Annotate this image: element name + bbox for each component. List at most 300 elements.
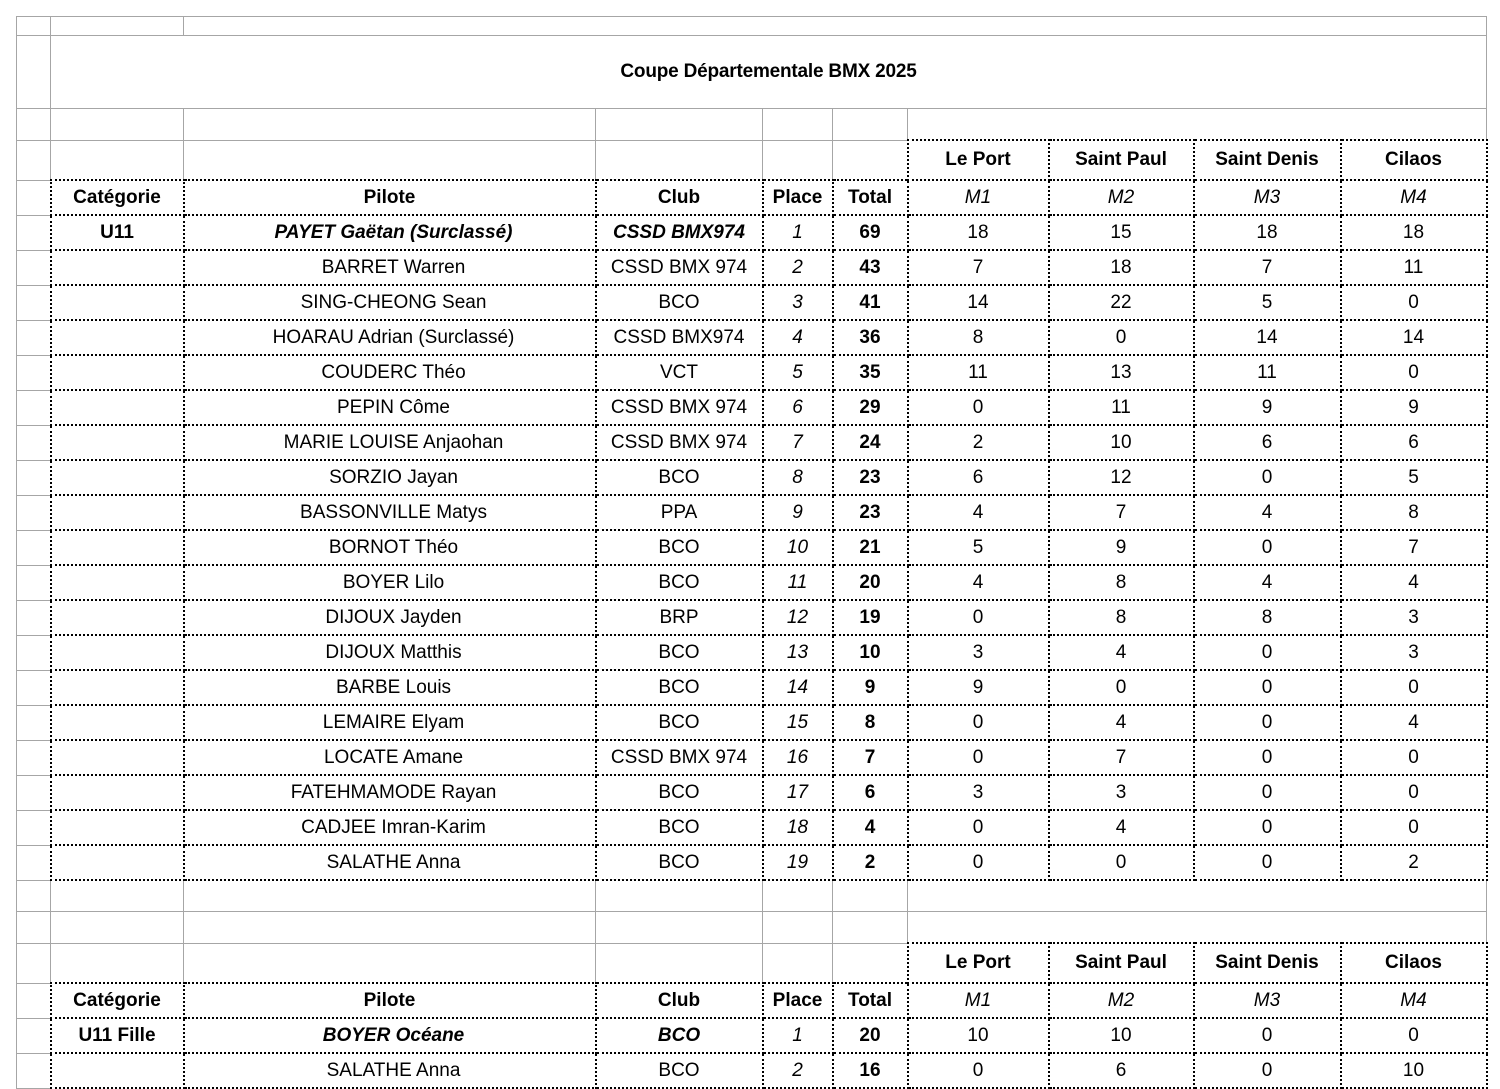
gutter-cell — [17, 1053, 51, 1088]
empty-cell — [763, 943, 833, 983]
cell-total: 19 — [833, 600, 908, 635]
cell-round-4: 0 — [1341, 1018, 1487, 1053]
cell-round-3: 0 — [1194, 810, 1341, 845]
cell-place: 19 — [763, 845, 833, 880]
cell-round-4: 2 — [1341, 845, 1487, 880]
cell-round-1: 4 — [908, 565, 1049, 600]
cell-pilote: BARRET Warren — [184, 250, 596, 285]
cell-total: 23 — [833, 495, 908, 530]
cell-place: 18 — [763, 810, 833, 845]
gutter-cell — [17, 285, 51, 320]
cell-round-1: 14 — [908, 285, 1049, 320]
cell-pilote: SORZIO Jayan — [184, 460, 596, 495]
gutter-cell — [17, 670, 51, 705]
sheet-row-blank-gap-b — [17, 912, 1487, 944]
empty-cell — [833, 943, 908, 983]
cell-round-4: 14 — [1341, 320, 1487, 355]
cell-pilote: COUDERC Théo — [184, 355, 596, 390]
title-row — [17, 36, 1487, 109]
cell-club: BCO — [596, 565, 763, 600]
venue-header-row-0 — [17, 140, 1487, 180]
cell-round-4: 0 — [1341, 285, 1487, 320]
cell-round-4: 11 — [1341, 250, 1487, 285]
gutter-cell — [17, 180, 51, 215]
empty-cell — [184, 943, 596, 983]
cell-place: 12 — [763, 600, 833, 635]
cell-round-2: 4 — [1049, 635, 1194, 670]
cell-total: 6 — [833, 775, 908, 810]
cell-round-1: 3 — [908, 775, 1049, 810]
cell-round-2: 0 — [1049, 845, 1194, 880]
cell-round-1: 6 — [908, 460, 1049, 495]
cell-round-3: 0 — [1194, 635, 1341, 670]
cell-round-1: 18 — [908, 215, 1049, 250]
gutter-cell — [17, 460, 51, 495]
column-header-row-1 — [17, 983, 1487, 1018]
cell-round-2: 8 — [1049, 600, 1194, 635]
table-row — [17, 390, 1487, 425]
cell-pilote: FATEHMAMODE Rayan — [184, 775, 596, 810]
cell-round-3: 0 — [1194, 460, 1341, 495]
cell-categorie — [51, 495, 184, 530]
cell-club: BCO — [596, 810, 763, 845]
cell-round-2: 10 — [1049, 1018, 1194, 1053]
table-row — [17, 285, 1487, 320]
cell-place: 2 — [763, 250, 833, 285]
cell-round-4: 10 — [1341, 1053, 1487, 1088]
cell-place: 6 — [763, 390, 833, 425]
cell-club: CSSD BMX974 — [596, 215, 763, 250]
cell-club: BCO — [596, 460, 763, 495]
cell-club: VCT — [596, 355, 763, 390]
cell-pilote: PEPIN Côme — [184, 390, 596, 425]
header-round-3: M3 — [1194, 983, 1341, 1018]
table-row — [17, 670, 1487, 705]
venue-header-1: Le Port — [908, 943, 1049, 983]
empty-cell — [908, 109, 1487, 141]
cell-place: 9 — [763, 495, 833, 530]
cell-round-2: 4 — [1049, 705, 1194, 740]
cell-categorie — [51, 320, 184, 355]
cell-total: 43 — [833, 250, 908, 285]
cell-club: BCO — [596, 705, 763, 740]
cell-round-1: 3 — [908, 635, 1049, 670]
cell-round-3: 0 — [1194, 775, 1341, 810]
cell-round-4: 5 — [1341, 460, 1487, 495]
cell-round-2: 0 — [1049, 670, 1194, 705]
gutter-cell — [17, 355, 51, 390]
cell-total: 24 — [833, 425, 908, 460]
empty-cell — [184, 17, 1487, 36]
venue-header-2: Saint Paul — [1049, 140, 1194, 180]
cell-categorie — [51, 460, 184, 495]
cell-round-4: 0 — [1341, 670, 1487, 705]
cell-categorie — [51, 355, 184, 390]
header-round-4: M4 — [1341, 983, 1487, 1018]
cell-place: 5 — [763, 355, 833, 390]
cell-round-3: 0 — [1194, 740, 1341, 775]
cell-club: CSSD BMX 974 — [596, 740, 763, 775]
cell-round-1: 5 — [908, 530, 1049, 565]
cell-club: BCO — [596, 530, 763, 565]
cell-place: 1 — [763, 215, 833, 250]
gutter-cell — [17, 912, 51, 944]
cell-round-4: 9 — [1341, 390, 1487, 425]
venue-header-4: Cilaos — [1341, 140, 1487, 180]
cell-total: 2 — [833, 845, 908, 880]
cell-round-3: 4 — [1194, 565, 1341, 600]
cell-club: CSSD BMX 974 — [596, 250, 763, 285]
cell-round-3: 4 — [1194, 495, 1341, 530]
empty-cell — [184, 912, 596, 944]
cell-place: 15 — [763, 705, 833, 740]
table-row — [17, 215, 1487, 250]
gutter-cell — [17, 390, 51, 425]
cell-pilote: MARIE LOUISE Anjaohan — [184, 425, 596, 460]
cell-total: 20 — [833, 1018, 908, 1053]
cell-round-2: 4 — [1049, 810, 1194, 845]
cell-categorie — [51, 1053, 184, 1088]
cell-round-1: 0 — [908, 845, 1049, 880]
cell-round-2: 7 — [1049, 740, 1194, 775]
cell-total: 9 — [833, 670, 908, 705]
cell-round-1: 0 — [908, 600, 1049, 635]
header-round-1: M1 — [908, 180, 1049, 215]
cell-categorie — [51, 810, 184, 845]
empty-cell — [763, 140, 833, 180]
cell-categorie — [51, 425, 184, 460]
table-row — [17, 635, 1487, 670]
cell-round-3: 0 — [1194, 1018, 1341, 1053]
cell-round-4: 0 — [1341, 775, 1487, 810]
cell-place: 17 — [763, 775, 833, 810]
empty-cell — [833, 912, 908, 944]
table-row — [17, 355, 1487, 390]
cell-club: BRP — [596, 600, 763, 635]
cell-total: 20 — [833, 565, 908, 600]
cell-round-4: 0 — [1341, 810, 1487, 845]
header-round-1: M1 — [908, 983, 1049, 1018]
cell-club: PPA — [596, 495, 763, 530]
cell-place: 13 — [763, 635, 833, 670]
cell-round-4: 4 — [1341, 705, 1487, 740]
cell-place: 2 — [763, 1053, 833, 1088]
empty-cell — [833, 880, 908, 912]
cell-round-2: 8 — [1049, 565, 1194, 600]
cell-pilote: BASSONVILLE Matys — [184, 495, 596, 530]
cell-round-1: 0 — [908, 810, 1049, 845]
cell-categorie: U11 Fille — [51, 1018, 184, 1053]
header-club: Club — [596, 983, 763, 1018]
cell-pilote: HOARAU Adrian (Surclassé) — [184, 320, 596, 355]
cell-pilote: SALATHE Anna — [184, 845, 596, 880]
cell-club: BCO — [596, 775, 763, 810]
cell-pilote: BOYER Océane — [184, 1018, 596, 1053]
page-title: Coupe Départementale BMX 2025 — [51, 36, 1487, 109]
header-round-3: M3 — [1194, 180, 1341, 215]
table-row — [17, 845, 1487, 880]
header-total: Total — [833, 180, 908, 215]
empty-cell — [184, 109, 596, 141]
cell-place: 1 — [763, 1018, 833, 1053]
empty-cell — [763, 912, 833, 944]
table-row — [17, 600, 1487, 635]
header-round-2: M2 — [1049, 983, 1194, 1018]
cell-pilote: BORNOT Théo — [184, 530, 596, 565]
cell-round-3: 0 — [1194, 670, 1341, 705]
cell-round-1: 0 — [908, 705, 1049, 740]
cell-total: 21 — [833, 530, 908, 565]
cell-club: BCO — [596, 285, 763, 320]
table-row — [17, 1018, 1487, 1053]
cell-categorie — [51, 600, 184, 635]
gutter-cell — [17, 943, 51, 983]
empty-cell — [908, 912, 1487, 944]
cell-round-1: 0 — [908, 740, 1049, 775]
cell-round-3: 6 — [1194, 425, 1341, 460]
cell-round-3: 14 — [1194, 320, 1341, 355]
gutter-cell — [17, 810, 51, 845]
cell-total: 10 — [833, 635, 908, 670]
cell-round-1: 11 — [908, 355, 1049, 390]
cell-round-1: 10 — [908, 1018, 1049, 1053]
venue-header-4: Cilaos — [1341, 943, 1487, 983]
cell-round-3: 9 — [1194, 390, 1341, 425]
empty-cell — [51, 109, 184, 141]
gutter-cell — [17, 983, 51, 1018]
venue-header-1: Le Port — [908, 140, 1049, 180]
gutter-cell — [17, 36, 51, 109]
cell-place: 8 — [763, 460, 833, 495]
cell-categorie — [51, 530, 184, 565]
cell-round-1: 4 — [908, 495, 1049, 530]
cell-pilote: DIJOUX Matthis — [184, 635, 596, 670]
cell-round-2: 11 — [1049, 390, 1194, 425]
cell-total: 4 — [833, 810, 908, 845]
cell-round-2: 18 — [1049, 250, 1194, 285]
cell-round-2: 22 — [1049, 285, 1194, 320]
cell-pilote: SING-CHEONG Sean — [184, 285, 596, 320]
cell-categorie — [51, 740, 184, 775]
empty-cell — [596, 880, 763, 912]
cell-round-2: 12 — [1049, 460, 1194, 495]
cell-categorie — [51, 250, 184, 285]
cell-categorie — [51, 635, 184, 670]
cell-club: BCO — [596, 845, 763, 880]
cell-place: 10 — [763, 530, 833, 565]
empty-cell — [763, 880, 833, 912]
cell-pilote: CADJEE Imran-Karim — [184, 810, 596, 845]
cell-total: 35 — [833, 355, 908, 390]
cell-round-4: 0 — [1341, 740, 1487, 775]
gutter-cell — [17, 565, 51, 600]
header-pilote: Pilote — [184, 180, 596, 215]
cell-pilote: PAYET Gaëtan (Surclassé) — [184, 215, 596, 250]
empty-cell — [596, 140, 763, 180]
cell-pilote: LOCATE Amane — [184, 740, 596, 775]
header-round-4: M4 — [1341, 180, 1487, 215]
table-row — [17, 740, 1487, 775]
cell-pilote: LEMAIRE Elyam — [184, 705, 596, 740]
cell-round-3: 0 — [1194, 530, 1341, 565]
cell-total: 29 — [833, 390, 908, 425]
gutter-cell — [17, 425, 51, 460]
gutter-cell — [17, 1018, 51, 1053]
cell-round-3: 7 — [1194, 250, 1341, 285]
cell-round-1: 7 — [908, 250, 1049, 285]
empty-cell — [51, 943, 184, 983]
cell-round-1: 8 — [908, 320, 1049, 355]
cell-round-2: 0 — [1049, 320, 1194, 355]
table-row — [17, 810, 1487, 845]
venue-header-3: Saint Denis — [1194, 943, 1341, 983]
cell-place: 16 — [763, 740, 833, 775]
cell-round-4: 3 — [1341, 635, 1487, 670]
header-round-2: M2 — [1049, 180, 1194, 215]
gutter-cell — [17, 17, 51, 36]
cell-club: BCO — [596, 670, 763, 705]
cell-round-3: 5 — [1194, 285, 1341, 320]
empty-cell — [51, 912, 184, 944]
table-row — [17, 705, 1487, 740]
table-row — [17, 320, 1487, 355]
gutter-cell — [17, 880, 51, 912]
empty-cell — [184, 880, 596, 912]
cell-categorie — [51, 705, 184, 740]
cell-categorie — [51, 565, 184, 600]
cell-round-1: 0 — [908, 390, 1049, 425]
cell-round-2: 10 — [1049, 425, 1194, 460]
gutter-cell — [17, 845, 51, 880]
cell-round-3: 8 — [1194, 600, 1341, 635]
cell-round-4: 8 — [1341, 495, 1487, 530]
cell-total: 69 — [833, 215, 908, 250]
cell-round-1: 0 — [908, 1053, 1049, 1088]
gutter-cell — [17, 740, 51, 775]
cell-round-4: 3 — [1341, 600, 1487, 635]
cell-pilote: BOYER Lilo — [184, 565, 596, 600]
table-row — [17, 775, 1487, 810]
cell-club: CSSD BMX 974 — [596, 390, 763, 425]
cell-categorie: U11 — [51, 215, 184, 250]
cell-categorie — [51, 845, 184, 880]
gutter-cell — [17, 250, 51, 285]
table-row — [17, 1053, 1487, 1088]
venue-header-2: Saint Paul — [1049, 943, 1194, 983]
table-row — [17, 565, 1487, 600]
gutter-cell — [17, 530, 51, 565]
empty-cell — [833, 109, 908, 141]
column-header-row-0 — [17, 180, 1487, 215]
sheet-row-blank-1 — [17, 109, 1487, 141]
cell-round-3: 11 — [1194, 355, 1341, 390]
cell-total: 23 — [833, 460, 908, 495]
empty-cell — [833, 140, 908, 180]
gutter-cell — [17, 495, 51, 530]
cell-round-2: 15 — [1049, 215, 1194, 250]
header-club: Club — [596, 180, 763, 215]
cell-round-4: 6 — [1341, 425, 1487, 460]
header-categorie: Catégorie — [51, 983, 184, 1018]
table-row — [17, 530, 1487, 565]
cell-place: 11 — [763, 565, 833, 600]
gutter-cell — [17, 775, 51, 810]
cell-total: 7 — [833, 740, 908, 775]
sheet-row-blank-gap-a — [17, 880, 1487, 912]
cell-round-2: 3 — [1049, 775, 1194, 810]
empty-cell — [763, 109, 833, 141]
cell-total: 8 — [833, 705, 908, 740]
gutter-cell — [17, 140, 51, 180]
cell-round-3: 0 — [1194, 1053, 1341, 1088]
cell-round-1: 9 — [908, 670, 1049, 705]
cell-total: 16 — [833, 1053, 908, 1088]
cell-categorie — [51, 670, 184, 705]
cell-club: BCO — [596, 1053, 763, 1088]
gutter-cell — [17, 215, 51, 250]
cell-categorie — [51, 390, 184, 425]
empty-cell — [51, 140, 184, 180]
cell-round-3: 18 — [1194, 215, 1341, 250]
cell-round-4: 0 — [1341, 355, 1487, 390]
empty-cell — [908, 880, 1487, 912]
gutter-cell — [17, 320, 51, 355]
cell-club: CSSD BMX 974 — [596, 425, 763, 460]
gutter-cell — [17, 109, 51, 141]
empty-cell — [184, 140, 596, 180]
gutter-cell — [17, 635, 51, 670]
cell-club: BCO — [596, 635, 763, 670]
table-row — [17, 425, 1487, 460]
cell-round-4: 4 — [1341, 565, 1487, 600]
header-categorie: Catégorie — [51, 180, 184, 215]
cell-place: 3 — [763, 285, 833, 320]
results-grid — [16, 16, 1488, 1089]
table-row — [17, 250, 1487, 285]
cell-pilote: DIJOUX Jayden — [184, 600, 596, 635]
cell-pilote: BARBE Louis — [184, 670, 596, 705]
cell-round-2: 6 — [1049, 1053, 1194, 1088]
cell-round-2: 9 — [1049, 530, 1194, 565]
cell-round-4: 7 — [1341, 530, 1487, 565]
table-row — [17, 495, 1487, 530]
cell-round-1: 2 — [908, 425, 1049, 460]
header-total: Total — [833, 983, 908, 1018]
gutter-cell — [17, 600, 51, 635]
cell-round-2: 7 — [1049, 495, 1194, 530]
cell-pilote: SALATHE Anna — [184, 1053, 596, 1088]
cell-round-3: 0 — [1194, 705, 1341, 740]
cell-total: 41 — [833, 285, 908, 320]
empty-cell — [596, 943, 763, 983]
header-place: Place — [763, 983, 833, 1018]
header-place: Place — [763, 180, 833, 215]
gutter-cell — [17, 705, 51, 740]
sheet-row-spacer-top — [17, 17, 1487, 36]
cell-round-2: 13 — [1049, 355, 1194, 390]
cell-place: 4 — [763, 320, 833, 355]
empty-cell — [596, 109, 763, 141]
empty-cell — [51, 880, 184, 912]
cell-categorie — [51, 285, 184, 320]
cell-club: BCO — [596, 1018, 763, 1053]
cell-round-3: 0 — [1194, 845, 1341, 880]
cell-club: CSSD BMX974 — [596, 320, 763, 355]
empty-cell — [596, 912, 763, 944]
cell-place: 14 — [763, 670, 833, 705]
cell-categorie — [51, 775, 184, 810]
empty-cell — [51, 17, 184, 36]
